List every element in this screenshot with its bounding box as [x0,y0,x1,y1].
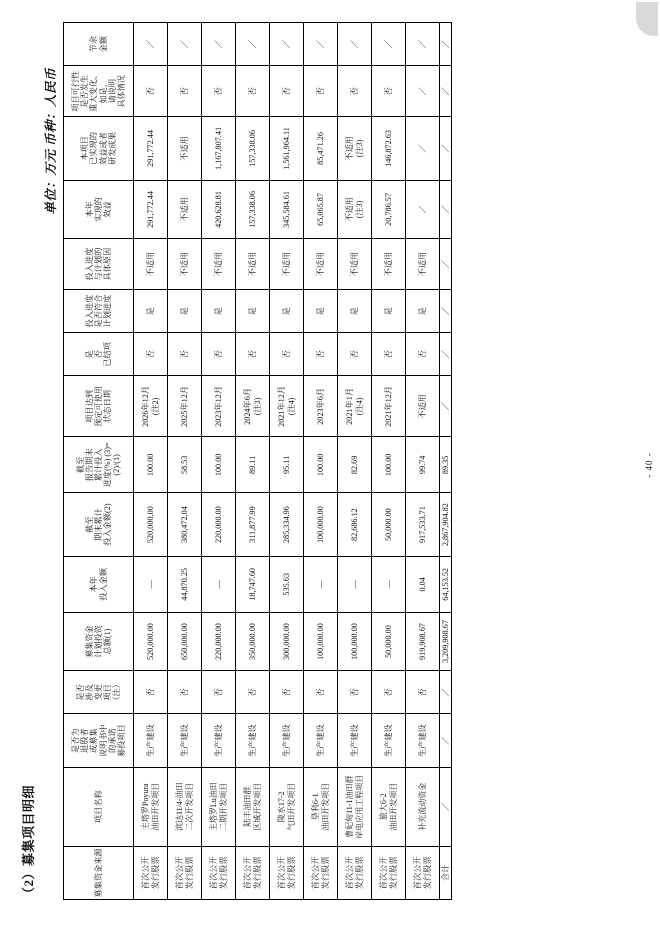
cell-on-plan: 是 [270,290,304,333]
cell-total-is-changed: ／ [440,671,452,714]
table-row [406,23,440,900]
cell-total-name: ／ [440,767,452,846]
cell-source: 首次公开 发行股票 [406,846,440,899]
cell-cum-progress: 89.11 [236,437,270,493]
cell-date: 2026年12月 (注2) [134,376,168,437]
cell-is-promised: 生产建设 [304,714,338,767]
cell-closed: 否 [236,333,270,376]
cell-feasibility: ／ [406,66,440,117]
cell-year-benefit: 291,772.44 [134,180,168,238]
cell-cum-progress: 99.74 [406,437,440,493]
cell-feasibility: 否 [134,66,168,117]
cell-cum-progress: 100.00 [372,437,406,493]
col-header-on-plan: 投入进度 是否符合 计划进度 [64,290,134,333]
cell-total-year-invest: 64,153.52 [440,556,452,612]
cell-cum-invest: 917,533.71 [406,493,440,557]
cell-surplus: ／ [406,23,440,66]
cell-name: 垦利6-1 油田开发项目 [304,767,338,846]
cell-is-changed: 否 [372,671,406,714]
cell-is-promised: 生产建设 [202,714,236,767]
cell-year-invest: — [304,556,338,612]
cell-surplus: ／ [304,23,338,66]
cell-is-promised: 生产建设 [372,714,406,767]
cell-surplus: ／ [270,23,304,66]
cell-feasibility: 否 [236,66,270,117]
cell-cum-benefit: 157,338.06 [236,117,270,181]
cell-name: 主塔罗Lu油田 二期开发项目 [202,767,236,846]
cell-name: 曹妃甸11-1油田群 岸电应用工程项目 [338,767,372,846]
fundraising-projects-table [63,22,452,900]
cell-name: 补充流动资金 [406,767,440,846]
col-header-promised: 是否为 退股者 或募集 说明书中 的承诺 募投项目 [64,714,134,767]
cell-reason: 不适用 [236,239,270,290]
col-header-year-invest: 本年 投入金额 [64,556,134,612]
cell-reason: 不适用 [304,239,338,290]
cell-total-reason: ／ [440,239,452,290]
col-header-feasibility: 项目可行性 是否发生 重大变化、 如是， 请说明 具体情况 [64,66,134,117]
cell-is-promised: 生产建设 [406,714,440,767]
table-row [168,23,202,900]
cell-date: 2023年6月 [304,376,338,437]
cell-cum-progress: 58.53 [168,437,202,493]
cell-name: 滨达11/4-油田 二次开发项目 [168,767,202,846]
cell-plan-total: 350,000.00 [236,612,270,670]
cell-total-on-plan: ／ [440,290,452,333]
cell-cum-progress: 82.69 [338,437,372,493]
cell-total-label: 合计 [440,846,452,899]
table-total-row [440,23,452,900]
cell-total-year-benefit: ／ [440,180,452,238]
col-header-closed: 是 否 已结项 [64,333,134,376]
cell-total-cum-benefit: ／ [440,117,452,181]
table-row [270,23,304,900]
cell-year-invest: — [202,556,236,612]
cell-closed: 否 [168,333,202,376]
cell-cum-benefit: 1,561,964.11 [270,117,304,181]
cell-closed: 否 [304,333,338,376]
cell-is-changed: 否 [406,671,440,714]
cell-on-plan: 是 [406,290,440,333]
cell-total-cum-invest: 2,867,904.82 [440,493,452,557]
col-header-year-benefit: 本年 实现的 效益 [64,180,134,238]
cell-plan-total: 50,000.00 [372,612,406,670]
cell-surplus: ／ [134,23,168,66]
cell-total-surplus: ／ [440,23,452,66]
cell-cum-benefit: 146,872.63 [372,117,406,181]
cell-plan-total: 520,000.00 [134,612,168,670]
cell-cum-invest: 311,877.99 [236,493,270,557]
table-row [304,23,338,900]
cell-year-benefit: 不适用 (注3) [338,180,372,238]
table-body [134,23,452,900]
cell-cum-benefit: 不适用 (注3) [338,117,372,181]
cell-surplus: ／ [372,23,406,66]
cell-plan-total: 919,908.67 [406,612,440,670]
cell-date: 2021年12月 (注4) [270,376,304,437]
table-row [372,23,406,900]
cell-cum-progress: 100.00 [134,437,168,493]
cell-source: 首次公开 发行股票 [134,846,168,899]
cell-closed: 否 [338,333,372,376]
cell-total-feasibility: ／ [440,66,452,117]
cell-reason: 不适用 [134,239,168,290]
cell-closed: 否 [270,333,304,376]
cell-cum-progress: 100.00 [202,437,236,493]
page-corner-decoration [636,2,658,36]
cell-cum-invest: 82,686.12 [338,493,372,557]
cell-feasibility: 否 [304,66,338,117]
unit-line: 单位：万元 币种：人民币 [44,68,58,215]
col-header-date: 项目达到 预定可使用 状态日期 [64,376,134,437]
cell-name: 陆丰油田群 区域开发项目 [236,767,270,846]
cell-feasibility: 否 [168,66,202,117]
cell-cum-invest: 100,000.00 [304,493,338,557]
cell-cum-progress: 95.11 [270,437,304,493]
cell-year-invest: — [372,556,406,612]
cell-cum-invest: 285,334.96 [270,493,304,557]
cell-cum-benefit: 85,471.26 [304,117,338,181]
cell-on-plan: 是 [168,290,202,333]
cell-plan-total: 100,000.00 [338,612,372,670]
cell-closed: 否 [372,333,406,376]
cell-year-benefit: 不适用 [168,180,202,238]
cell-on-plan: 是 [236,290,270,333]
cell-is-promised: 生产建设 [168,714,202,767]
cell-closed: 否 [202,333,236,376]
cell-reason: 不适用 [406,239,440,290]
cell-total-cum-progress: 89.35 [440,437,452,493]
cell-plan-total: 220,000.00 [202,612,236,670]
cell-name: 主塔罗Poyura 油田开发项目 [134,767,168,846]
cell-on-plan: 是 [372,290,406,333]
cell-date: 2021年1月 (注4) [338,376,372,437]
col-header-source: 募集资金来源 [64,846,134,899]
cell-source: 首次公开 发行股票 [270,846,304,899]
col-header-cum-benefit: 本项目 已实现的 效益或者 研发成果 [64,117,134,181]
cell-cum-progress: 100.00 [304,437,338,493]
cell-date: 不适用 [406,376,440,437]
cell-date: 2023年12月 [202,376,236,437]
cell-reason: 不适用 [202,239,236,290]
cell-year-benefit: 20,786.57 [372,180,406,238]
table-row [236,23,270,900]
cell-year-invest: 0.04 [406,556,440,612]
cell-year-invest: — [134,556,168,612]
col-header-reason: 投入进度 与计划的 具体原因 [64,239,134,290]
cell-source: 首次公开 发行股票 [236,846,270,899]
cell-year-invest: 44,870.25 [168,556,202,612]
col-header-surplus: 节余 金额 [64,23,134,66]
cell-date: 2025年12月 [168,376,202,437]
cell-total-closed: ／ [440,333,452,376]
cell-on-plan: 是 [134,290,168,333]
cell-reason: 不适用 [372,239,406,290]
section-title: （2）募集项目明细 [21,784,36,900]
cell-source: 首次公开 发行股票 [372,846,406,899]
cell-reason: 不适用 [168,239,202,290]
cell-plan-total: 100,000.00 [304,612,338,670]
cell-surplus: ／ [202,23,236,66]
cell-is-promised: 生产建设 [270,714,304,767]
cell-cum-invest: 380,472.04 [168,493,202,557]
cell-is-changed: 否 [168,671,202,714]
cell-cum-benefit: ／ [406,117,440,181]
col-header-cum-progress: 截至 报告期末 累计投入 进度(%) (3)=(2)/(1) [64,437,134,493]
cell-is-changed: 否 [338,671,372,714]
cell-closed: 否 [406,333,440,376]
cell-year-invest: 18,747.60 [236,556,270,612]
col-header-cum-invest: 截至 期末累计 投入金额(2) [64,493,134,557]
cell-name: 陵水17-2 气田开发项目 [270,767,304,846]
table-head [64,23,134,900]
cell-reason: 不适用 [338,239,372,290]
cell-is-changed: 否 [304,671,338,714]
table-header-row [64,23,134,900]
cell-year-benefit: ／ [406,180,440,238]
cell-source: 首次公开 发行股票 [304,846,338,899]
cell-is-changed: 否 [270,671,304,714]
cell-total-is-promised: ／ [440,714,452,767]
cell-surplus: ／ [236,23,270,66]
cell-feasibility: 否 [338,66,372,117]
cell-cum-invest: 50,000.00 [372,493,406,557]
cell-is-promised: 生产建设 [134,714,168,767]
cell-is-promised: 生产建设 [338,714,372,767]
page-number: - 40 - [644,452,654,478]
cell-feasibility: 否 [202,66,236,117]
table-row [202,23,236,900]
cell-reason: 不适用 [270,239,304,290]
cell-total-date: ／ [440,376,452,437]
cell-year-invest: — [338,556,372,612]
cell-date: 2024年6月 (注3) [236,376,270,437]
cell-closed: 否 [134,333,168,376]
cell-cum-invest: 220,000.00 [202,493,236,557]
cell-plan-total: 650,000.00 [168,612,202,670]
cell-is-changed: 否 [236,671,270,714]
cell-feasibility: 否 [270,66,304,117]
cell-plan-total: 300,000.00 [270,612,304,670]
cell-source: 首次公开 发行股票 [202,846,236,899]
cell-is-changed: 否 [134,671,168,714]
cell-year-benefit: 420,628.81 [202,180,236,238]
cell-feasibility: 否 [372,66,406,117]
cell-year-benefit: 345,584.61 [270,180,304,238]
cell-cum-benefit: 1,167,807.41 [202,117,236,181]
cell-source: 首次公开 发行股票 [338,846,372,899]
cell-year-benefit: 157,338.06 [236,180,270,238]
cell-is-changed: 否 [202,671,236,714]
table-row [134,23,168,900]
cell-on-plan: 是 [338,290,372,333]
col-header-changed: 是否 涉及 变更 项目 （注） [64,671,134,714]
col-header-plan-total: 募集资金 计划投资 总额(1) [64,612,134,670]
cell-cum-invest: 520,000.00 [134,493,168,557]
cell-on-plan: 是 [202,290,236,333]
cell-on-plan: 是 [304,290,338,333]
cell-cum-benefit: 291,772.44 [134,117,168,181]
cell-year-invest: 535.63 [270,556,304,612]
cell-surplus: ／ [168,23,202,66]
cell-total-plan-total: 3,209,908.67 [440,612,452,670]
col-header-name: 项目名称 [64,767,134,846]
table-row [338,23,372,900]
cell-name: 旅大6-2 油田开发项目 [372,767,406,846]
cell-year-benefit: 65,065.87 [304,180,338,238]
cell-is-promised: 生产建设 [236,714,270,767]
cell-date: 2021年12月 [372,376,406,437]
cell-cum-benefit: 不适用 [168,117,202,181]
cell-surplus: ／ [338,23,372,66]
cell-source: 首次公开 发行股票 [168,846,202,899]
